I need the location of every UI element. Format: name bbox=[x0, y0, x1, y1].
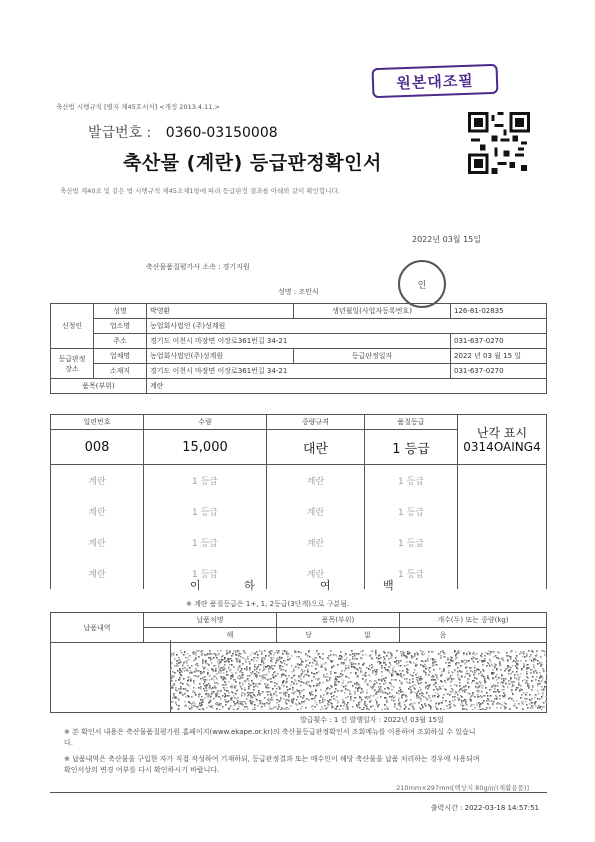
footer-rule bbox=[50, 792, 547, 793]
legal-basis-text: 축산법 제40조 및 같은 법 시행규칙 제45조제1항에 따라 등급판정 결과를 아래와 같이 확인합니다. bbox=[60, 187, 340, 195]
border-line bbox=[50, 712, 547, 713]
issue-info: 발급횟수 : 1 건 발행일자 : 2022년 03월 15일 bbox=[300, 716, 444, 724]
shell-marking-code: 0314OAING4 bbox=[463, 439, 541, 454]
delivery-header-item: 품목(부위) bbox=[277, 613, 400, 628]
border-line bbox=[50, 640, 51, 712]
delivery-none-2: 당 bbox=[305, 631, 312, 639]
certificate-date: 2022년 03월 15일 bbox=[412, 235, 481, 244]
shell-marking-label: 난각 표시 bbox=[476, 425, 528, 440]
inspector-name: 성명 : 조민식 bbox=[278, 288, 319, 296]
watermark-text: 계란 bbox=[51, 558, 144, 589]
grading-company: 농업회사법인(주)성계원 bbox=[147, 349, 294, 364]
watermark-text: 1 등급 bbox=[365, 465, 458, 497]
issue-number-label: 발급번호 : bbox=[88, 125, 152, 141]
business-name: 농업회사법인 (주)성계원 bbox=[147, 319, 547, 334]
form-reference: 축산법 시행규칙 [별지 제45호서식] <개정 2013.4.11.> bbox=[56, 103, 220, 111]
header-grade: 품질등급 bbox=[365, 415, 458, 430]
delivery-table bbox=[50, 612, 547, 643]
cell-label: 소재지 bbox=[94, 364, 147, 379]
empty-cell bbox=[458, 465, 547, 497]
delivery-none-3: 없 bbox=[364, 631, 371, 639]
watermark-text: 1 등급 bbox=[192, 570, 218, 580]
delivery-none-1: 해 bbox=[226, 631, 234, 639]
watermark-text: 1 등급 bbox=[144, 465, 267, 497]
grade-table-header bbox=[51, 415, 547, 430]
applicant-name: 박영환 bbox=[147, 304, 294, 319]
watermark-text: 1 등급 bbox=[144, 496, 267, 527]
grading-row-location bbox=[51, 364, 547, 379]
quantity: 15,000 bbox=[144, 430, 267, 465]
watermark-row bbox=[51, 496, 547, 527]
watermark-text: 계란 bbox=[267, 558, 365, 589]
grade-note: ※ 계란 품질등급은 1+, 1, 2등급(3단계)으로 구분됨. bbox=[186, 600, 350, 608]
grade-table bbox=[50, 414, 547, 589]
applicant-phone: 031-637-0270 bbox=[451, 334, 547, 349]
empty-cell bbox=[458, 558, 547, 589]
delivery-none-4: 음 bbox=[439, 631, 447, 639]
grading-phone: 031-637-0270 bbox=[451, 364, 547, 379]
watermark-text: 1 등급 bbox=[144, 527, 267, 558]
applicant-section-label: 신청인 bbox=[51, 304, 94, 349]
watermark-row bbox=[51, 465, 547, 497]
original-verified-stamp: 원본대조필 bbox=[372, 64, 499, 98]
applicant-row-address bbox=[51, 334, 547, 349]
watermark-text: 계란 bbox=[267, 527, 365, 558]
applicant-row-name bbox=[51, 304, 547, 319]
header-serial: 일련번호 bbox=[51, 415, 144, 430]
delivery-label: 납품내역 bbox=[51, 613, 144, 643]
delivery-value-item bbox=[277, 628, 400, 643]
business-number: 126-81-02835 bbox=[451, 304, 547, 319]
issue-number-line bbox=[88, 122, 278, 142]
cell-label: 업체명 bbox=[94, 349, 147, 364]
cell-label: 주소 bbox=[94, 334, 147, 349]
grading-date: 2022 년 03 월 15 일 bbox=[451, 349, 547, 364]
footer-note-2: ※ 납품내역은 축산물을 구입한 자가 직접 작성하여 기재하되, 등급판정결과 또는 매수인이 해당 축산물을 납품 처리하는 경우에 사용되며 확인서상의 변경 여부를 다시 확인하시기 바랍니다. bbox=[64, 755, 480, 774]
issue-number: 0360-03150008 bbox=[165, 125, 278, 141]
blank-mark-4: 백 bbox=[383, 579, 394, 592]
watermark-text: 계란 bbox=[267, 465, 365, 497]
watermark-text: 1 등급 bbox=[365, 496, 458, 527]
cell-label: 등급판정일자 bbox=[294, 349, 451, 364]
blank-mark-2: 하 bbox=[244, 579, 255, 592]
serial-number: 008 bbox=[51, 430, 144, 465]
weight-class: 대란 bbox=[267, 430, 365, 465]
delivery-header-amount: 개수(두) 또는 중량(kg) bbox=[400, 613, 547, 628]
quality-grade: 1 등급 bbox=[365, 430, 458, 465]
document-title: 축산물 (계란) 등급판정확인서 bbox=[123, 152, 382, 174]
grading-address: 경기도 이천시 마장면 이장로361번길 34-21 bbox=[147, 364, 451, 379]
watermark-text: 계란 bbox=[51, 496, 144, 527]
applicant-row-business bbox=[51, 319, 547, 334]
applicant-address: 경기도 이천시 마장면 이장로361번길 34-21 bbox=[147, 334, 451, 349]
footer-note-1: ※ 본 확인서 내용은 축산물품질평가원 홈페이지(www.ekape.or.kr)의 축산물등급판정확인서 조회메뉴를 이용하여 조회하실 수 있습니다. bbox=[64, 728, 476, 747]
qr-code bbox=[468, 112, 530, 174]
paper-spec: 210mm×297mm[백상지 80g/㎡(재활용품)] bbox=[396, 784, 529, 792]
watermark-text: 계란 bbox=[51, 465, 144, 497]
cell-label: 성명 bbox=[94, 304, 147, 319]
cell-label: 업소명 bbox=[94, 319, 147, 334]
cell-label: 생년월일(사업자등록번호) bbox=[294, 304, 451, 319]
header-weight: 중량규격 bbox=[267, 415, 365, 430]
grading-row-company bbox=[51, 349, 547, 364]
watermark-text: 1 등급 bbox=[365, 527, 458, 558]
empty-cell bbox=[458, 527, 547, 558]
security-pattern bbox=[170, 650, 547, 710]
shell-marking-cell bbox=[458, 415, 547, 465]
watermark-text: 계란 bbox=[267, 496, 365, 527]
blank-mark-3: 여 bbox=[320, 579, 331, 592]
print-time: 출력시간 : 2022-03-18 14:57:51 bbox=[430, 804, 539, 812]
delivery-header-place: 납품처명 bbox=[144, 613, 277, 628]
watermark-text: 계란 bbox=[51, 527, 144, 558]
inspector-affiliation: 축산물품질평가사 소속 : 경기지원 bbox=[146, 263, 250, 271]
watermark-row bbox=[51, 527, 547, 558]
empty-cell bbox=[458, 496, 547, 527]
item-label: 품목(부위) bbox=[51, 379, 147, 394]
blank-mark-1: 이 bbox=[190, 579, 201, 592]
delivery-value-place bbox=[144, 628, 277, 643]
info-table bbox=[50, 303, 547, 394]
item-value: 계란 bbox=[147, 379, 547, 394]
delivery-header-row bbox=[51, 613, 547, 628]
delivery-value-amount bbox=[400, 628, 547, 643]
header-quantity: 수량 bbox=[144, 415, 267, 430]
item-row bbox=[51, 379, 547, 394]
official-seal: 인 bbox=[398, 260, 446, 308]
watermark-text: 1 등급 bbox=[365, 558, 458, 589]
grading-section-label: 등급판정 장소 bbox=[51, 349, 94, 379]
watermark-row-last bbox=[51, 558, 547, 589]
